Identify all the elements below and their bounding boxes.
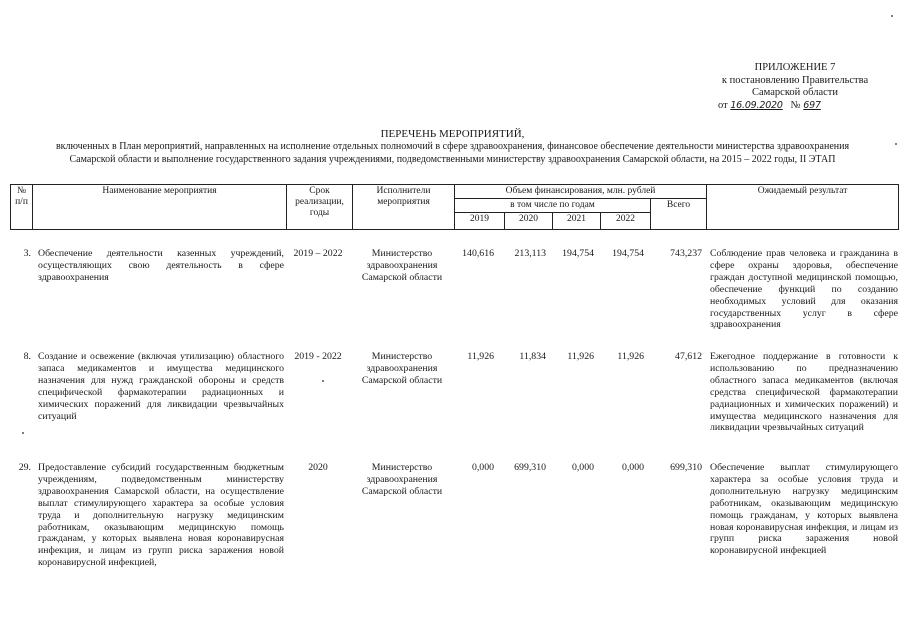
header-total: Всего xyxy=(651,199,707,230)
header-2019: 2019 xyxy=(455,213,505,230)
handwritten-number: 697 xyxy=(803,99,821,111)
row-value-2022: 194,754 xyxy=(612,248,644,259)
subtitle-line-2: Самарской области и выполнение государственного задания учреждениями, подведомственными министерству здравоохранения Самарской области, на 2015 – 2022 годы, II ЭТАП xyxy=(69,153,836,165)
appendix-block xyxy=(700,62,890,112)
row-value-2020: 11,834 xyxy=(519,351,546,362)
scan-speck xyxy=(891,15,893,17)
row-name: Предоставление субсидий государственным бюджетным учреждениям, подведомственным министерству здравоохранения Самарской области, на осуществление выплат стимулирующего характера за особые условия труда и дополнительную нагрузку медицинским работникам, оказывающим медицинскую помощь гражданам, у которых выявлена новая коронавирусная инфекция, и лицам из групп риска заражения новой коронавирусной инфекцией, xyxy=(38,462,284,569)
document-subtitle xyxy=(10,141,895,166)
row-name: Создание и освежение (включая утилизацию) областного запаса медикаментов и имущества медицинского назначения для нужд гражданской обороны и средств специфической фармакотерапии радиационных и химических поражений для ликвидации чрезвычайных ситуаций xyxy=(38,351,284,422)
scan-speck xyxy=(22,432,24,434)
row-period: 2020 xyxy=(308,462,328,473)
handwritten-date: 16.09.2020 xyxy=(730,99,783,111)
row-period: 2019 – 2022 xyxy=(293,248,343,259)
row-value-2019: 11,926 xyxy=(467,351,494,362)
header-period: Срок реализации, годы xyxy=(287,185,353,230)
header-2021: 2021 xyxy=(553,213,601,230)
row-number: 8. xyxy=(23,351,31,362)
row-value-2021: 194,754 xyxy=(562,248,594,259)
header-executor: Исполнители мероприятия xyxy=(353,185,455,230)
row-value-2019: 140,616 xyxy=(462,248,494,259)
header-result: Ожидаемый результат xyxy=(707,185,899,230)
scan-speck xyxy=(895,143,897,145)
appendix-line-2: Самарской области xyxy=(752,87,838,98)
header-name: Наименование мероприятия xyxy=(33,185,287,230)
scan-speck xyxy=(322,380,324,382)
row-result: Соблюдение прав человека и гражданина в сфере охраны здоровья, обеспечение граждан доступной медицинской помощью, обеспечение функций по созданию необходимых условий для оказания государственных услуг в сфере здравоохранения xyxy=(710,248,898,331)
row-value-total: 699,310 xyxy=(670,462,702,473)
row-result: Ежегодное поддержание в готовности к использованию по предназначению областного запаса медикаментов (включая средства специфической фармакотерапии радиационных и химических поражений) и имущества медицинского назначения для ликвидации чрезвычайных ситуаций xyxy=(710,351,898,434)
appendix-title: ПРИЛОЖЕНИЕ 7 xyxy=(754,62,836,73)
row-name: Обеспечение деятельности казенных учреждений, осуществляющих свою деятельность в сфере здравоохранения xyxy=(38,248,284,283)
row-executor: Министерство здравоохранения Самарской области xyxy=(361,351,443,386)
row-value-2022: 11,926 xyxy=(617,351,644,362)
appendix-signature-line xyxy=(700,100,890,113)
header-2022: 2022 xyxy=(601,213,651,230)
row-value-total: 47,612 xyxy=(675,351,702,362)
row-value-2020: 213,113 xyxy=(514,248,546,259)
header-2020: 2020 xyxy=(505,213,553,230)
row-executor: Министерство здравоохранения Самарской области xyxy=(361,248,443,283)
header-by-year: в том числе по годам xyxy=(455,199,651,213)
measures-table-header xyxy=(10,184,899,230)
row-value-2021: 11,926 xyxy=(567,351,594,362)
number-label: № xyxy=(790,99,801,111)
document-title: ПЕРЕЧЕНЬ МЕРОПРИЯТИЙ, xyxy=(380,128,525,140)
from-label: от xyxy=(718,99,728,111)
row-value-2019: 0,000 xyxy=(471,462,494,473)
subtitle-line-1: включенных в План мероприятий, направленных на исполнение отдельных полномочий в сфере здравоохранения, финансовое обеспечение деятельности министерства здравоохранения xyxy=(55,141,850,152)
row-value-total: 743,237 xyxy=(670,248,702,259)
row-number: 29. xyxy=(18,462,31,473)
appendix-line-1: к постановлению Правительства xyxy=(721,74,869,86)
row-number: 3. xyxy=(23,248,31,259)
row-executor: Министерство здравоохранения Самарской области xyxy=(361,462,443,497)
row-period: 2019 - 2022 xyxy=(294,351,342,362)
row-value-2022: 0,000 xyxy=(621,462,644,473)
header-funding: Объем финансирования, млн. рублей xyxy=(455,185,707,199)
header-num: № п/п xyxy=(11,185,33,230)
row-value-2021: 0,000 xyxy=(571,462,594,473)
row-result: Обеспечение выплат стимулирующего характера за особые условия труда и дополнительную нагрузку медицинским работникам, оказывающим медицинскую помощь гражданам, у которых выявлена новая коронавирусная инфекция, и лицам из групп риска заражения новой коронавирусной инфекцией xyxy=(710,462,898,557)
row-value-2020: 699,310 xyxy=(514,462,546,473)
